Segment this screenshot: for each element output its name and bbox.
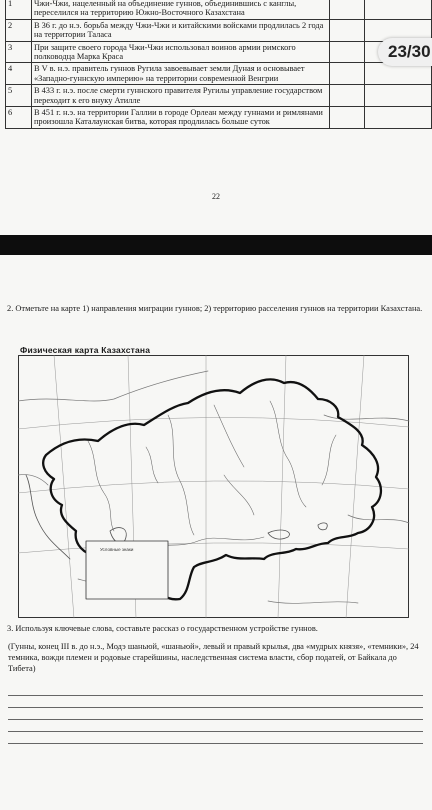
map-frame xyxy=(19,356,409,618)
keywords-text: (Гунны, конец III в. до н.э., Модэ шаньюй, «шаньюй», левый и правый крылья, два «мудрых князя», «темники», 24 темника, вожди племен и родовые старейшины, наследственная система власти, сбор податей, от Байкала до Тибета) xyxy=(8,642,419,673)
page-top xyxy=(0,0,432,235)
answer-line xyxy=(8,695,423,696)
answer-cell xyxy=(330,19,365,41)
map-title: Физическая карта Казахстана xyxy=(20,345,151,355)
answer-line xyxy=(8,707,423,708)
row-number: 6 xyxy=(6,107,32,129)
row-number: 5 xyxy=(6,85,32,107)
rivers xyxy=(88,401,336,551)
page-counter-badge: 23/30 xyxy=(378,38,432,66)
row-text: В 36 г. до н.э. борьба между Чжи-Чжи и китайскими войсками продлилась 2 года на территории Таласа xyxy=(31,19,329,41)
answer-cell xyxy=(365,63,432,85)
row-text: В V в. н.э. правитель гуннов Ругила завоевывает земли Дуная и основывает «Западно-гуннскую империю» на территории современной Венгрии xyxy=(31,63,329,85)
table-row xyxy=(6,41,432,63)
table-row xyxy=(6,63,432,85)
answer-cell xyxy=(365,107,432,129)
answer-line xyxy=(8,719,423,720)
answer-cell xyxy=(330,63,365,85)
answer-cell xyxy=(330,107,365,129)
page-bottom xyxy=(0,255,432,810)
row-text: В 451 г. н.э. на территории Галлии в городе Орлеан между гуннами и римлянами произошла Каталаунская битва, которая продлилась больше суток xyxy=(31,107,329,129)
legend-label: Условные знаки xyxy=(100,547,134,552)
answer-line xyxy=(8,731,423,732)
answer-cell xyxy=(365,85,432,107)
answer-cell xyxy=(330,85,365,107)
row-number: 1 xyxy=(6,0,32,19)
answer-cell xyxy=(330,0,365,19)
table-row xyxy=(6,19,432,41)
answer-cell xyxy=(330,41,365,63)
row-number: 3 xyxy=(6,41,32,63)
events-table xyxy=(5,0,432,129)
row-number: 4 xyxy=(6,63,32,85)
page-number: 22 xyxy=(212,192,220,201)
row-text: При защите своего города Чжи-Чжи использовал воинов армии римского полководца Марка Краса xyxy=(31,41,329,63)
task-3-text: 3. Используя ключевые слова, составьте рассказ о государственном устройстве гуннов. xyxy=(7,624,318,633)
page-divider xyxy=(0,235,432,255)
map-graticule xyxy=(18,355,409,618)
table-row xyxy=(6,85,432,107)
answer-line xyxy=(8,743,423,744)
answer-cell xyxy=(365,0,432,19)
row-text: Чжи-Чжи, нацеленный на объединение гуннов, объединившись с канглы, переселился на территорию Южно-Восточного Казахстана xyxy=(31,0,329,19)
table-row xyxy=(6,0,432,19)
table-row xyxy=(6,107,432,129)
row-text: В 433 г. н.э. после смерти гуннского правителя Ругилы управление государством переходит к его внуку Атилле xyxy=(31,85,329,107)
kazakhstan-outline-map xyxy=(18,355,410,619)
task-2-text: 2. Отметьте на карте 1) направления миграции гуннов; 2) территорию расселения гуннов на территории Казахстана. xyxy=(7,304,423,313)
row-number: 2 xyxy=(6,19,32,41)
